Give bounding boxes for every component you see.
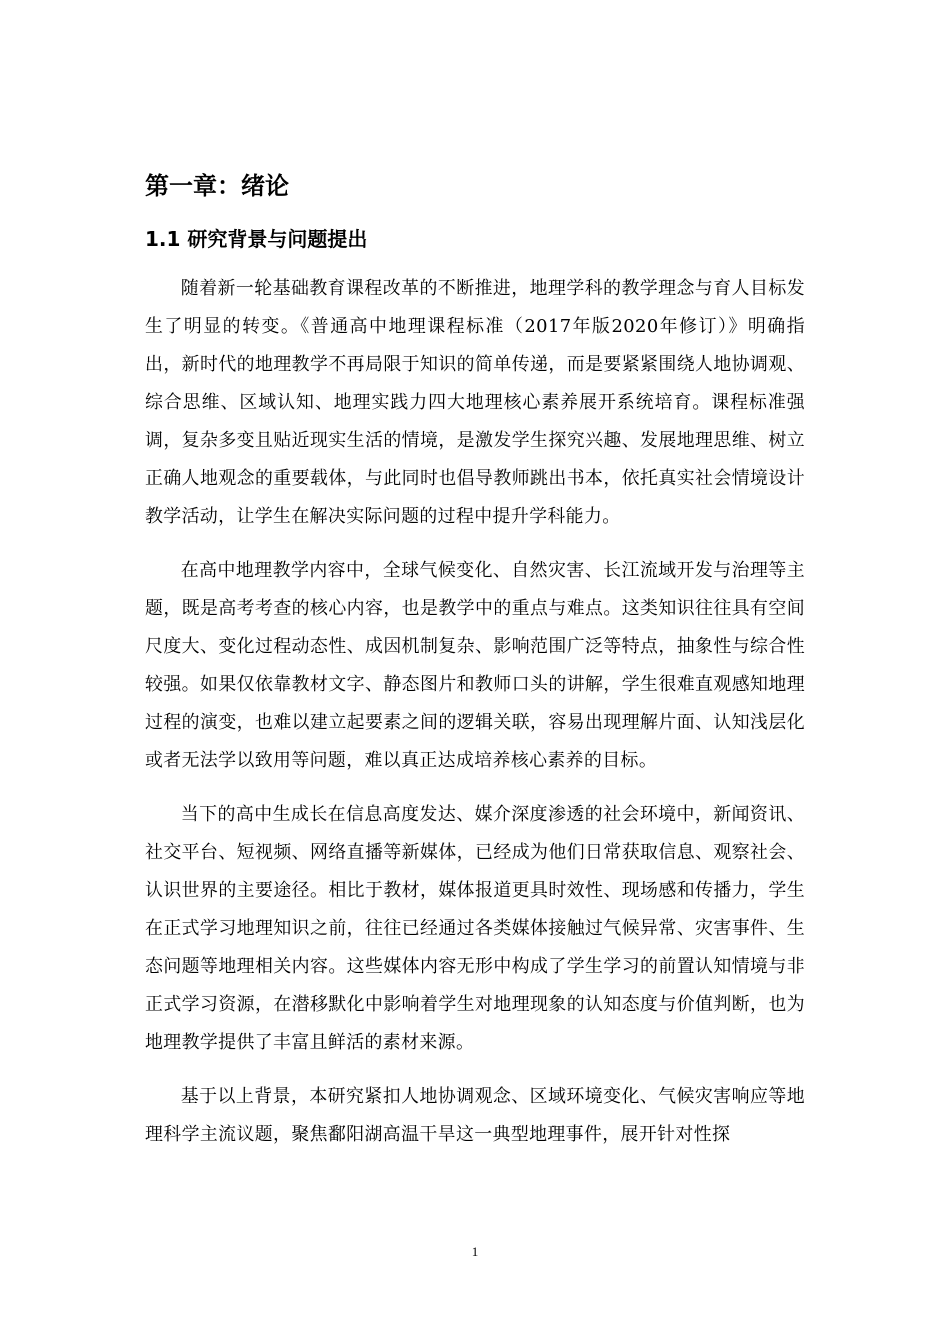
section-title: 1.1 研究背景与问题提出 — [145, 227, 368, 251]
body-text — [145, 270, 805, 1170]
page-number: 1 — [471, 1244, 479, 1259]
paragraph: 当下的高中生成长在信息高度发达、媒介深度渗透的社会环境中，新闻资讯、社交平台、短视频、网络直播等新媒体，已经成为他们日常获取信息、观察社会、认识世界的主要途径。相比于教材，媒体报道更具时效性、现场感和传播力，学生在正式学习地理知识之前，往往已经通过各类媒体接触过气候异常、灾害事件、生态问题等地理相关内容。这些媒体内容无形中构成了学生学习的前置认知情境与非正式学习资源，在潜移默化中影响着学生对地理现象的认知态度与价值判断，也为地理教学提供了丰富且鲜活的素材来源。 — [145, 804, 805, 1053]
paragraph: 随着新一轮基础教育课程改革的不断推进，地理学科的教学理念与育人目标发生了明显的转变。《普通高中地理课程标准（2017年版2020年修订）》明确指出，新时代的地理教学不再局限于知识的简单传递，而是要紧紧围绕人地协调观、综合思维、区域认知、地理实践力四大地理核心素养展开系统培育。课程标准强调，复杂多变且贴近现实生活的情境，是激发学生探究兴趣、发展地理思维、树立正确人地观念的重要载体，与此同时也倡导教师跳出书本，依托真实社会情境设计教学活动，让学生在解决实际问题的过程中提升学科能力。 — [145, 278, 805, 527]
paragraph: 在高中地理教学内容中，全球气候变化、自然灾害、长江流域开发与治理等主题，既是高考考查的核心内容，也是教学中的重点与难点。这类知识往往具有空间尺度大、变化过程动态性、成因机制复杂、影响范围广泛等特点，抽象性与综合性较强。如果仅依靠教材文字、静态图片和教师口头的讲解，学生很难直观感知地理过程的演变，也难以建立起要素之间的逻辑关联，容易出现理解片面、认知浅层化或者无法学以致用等问题，难以真正达成培养核心素养的目标。 — [145, 560, 805, 771]
paragraph: 基于以上背景，本研究紧扣人地协调观念、区域环境变化、气候灾害响应等地理科学主流议题，聚焦鄱阳湖高温干旱这一典型地理事件，展开针对性探 — [145, 1086, 805, 1145]
chapter-title: 第一章：绪论 — [145, 172, 289, 200]
